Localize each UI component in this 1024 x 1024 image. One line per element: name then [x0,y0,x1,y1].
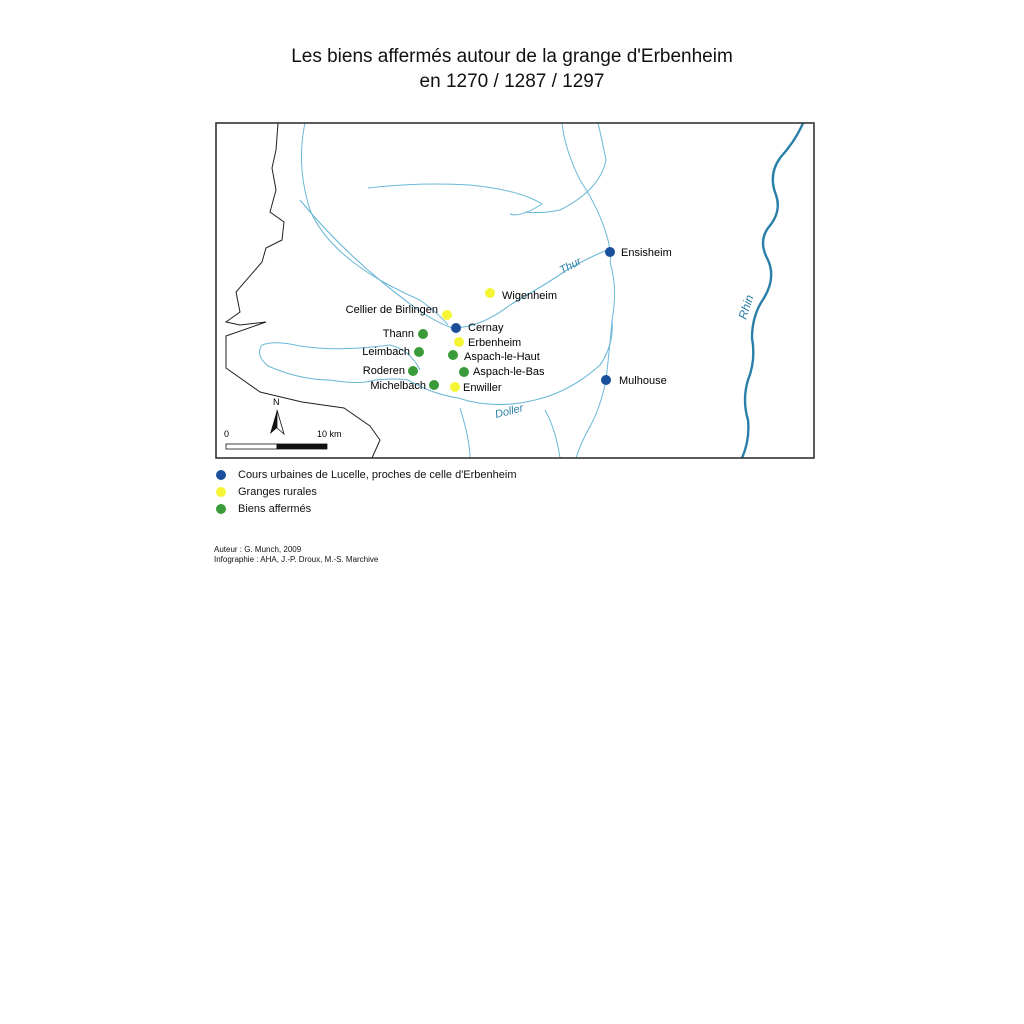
place-cernay [451,322,504,334]
place-marker-thann [418,329,428,339]
legend-label-cours-urbaines: Cours urbaines de Lucelle, proches de celle d'Erbenheim [238,469,517,481]
place-label-mulhouse: Mulhouse [619,375,667,387]
north-label: N [273,397,280,407]
place-erbenheim [454,337,521,349]
map-title-line-2: en 1270 / 1287 / 1297 [419,71,605,92]
place-label-aspach-le-bas: Aspach-le-Bas [473,366,545,378]
legend-item-cours-urbaines [216,467,517,483]
place-label-enwiller: Enwiller [463,382,502,394]
place-aspach-le-bas [459,366,545,378]
place-marker-ensisheim [605,247,615,257]
place-label-aspach-le-haut: Aspach-le-Haut [464,351,540,363]
north-arrow-light-half [277,410,284,434]
legend-label-biens-afferme: Biens affermés [238,503,312,515]
place-marker-roderen [408,366,418,376]
place-marker-erbenheim [454,337,464,347]
place-marker-michelbach [429,380,439,390]
scale-bar-black-segment [277,444,327,449]
place-label-thann: Thann [382,328,414,340]
legend-swatch-cours-urbaines [216,470,226,480]
place-leimbach [362,346,424,358]
place-ensisheim [605,247,672,259]
place-marker-cellier-de-birlingen [442,310,452,320]
river-label-doller: Doller [493,402,525,421]
scale-end-label: 10 km [317,429,342,439]
place-roderen [363,365,418,377]
place-label-cellier-de-birlingen: Cellier de Birlingen [345,304,438,316]
north-arrow-dark-half [270,410,277,434]
map-title-line-1: Les biens affermés autour de la grange d'Erbenheim [291,46,733,67]
river-label-rhin: Rhin [735,293,757,321]
credit-graphics: Infographie : AHA, J.-P. Droux, M.-S. Marchive [214,555,379,564]
boundary-line [226,123,380,458]
place-marker-aspach-le-haut [448,350,458,360]
scale-start-label: 0 [224,429,230,439]
place-label-michelbach: Michelbach [370,380,426,392]
legend-label-granges-rurales: Granges rurales [238,486,317,498]
place-label-ensisheim: Ensisheim [621,247,672,259]
minor-streams [260,123,615,458]
place-marker-aspach-le-bas [459,367,469,377]
place-mulhouse [601,375,667,387]
place-marker-wigenheim [485,288,495,298]
place-label-erbenheim: Erbenheim [468,337,522,349]
legend-item-granges-rurales [216,484,317,500]
place-aspach-le-haut [448,350,540,363]
river-label-thur: Thur [557,255,584,277]
place-marker-mulhouse [601,375,611,385]
place-cellier-de-birlingen [346,304,452,320]
legend-swatch-granges-rurales [216,487,226,497]
place-marker-leimbach [414,347,424,357]
place-thann [383,328,428,340]
credit-author: Auteur : G. Munch, 2009 [214,545,302,554]
place-label-cernay: Cernay [468,322,504,334]
north-arrow [270,397,284,434]
place-label-wigenheim: Wigenheim [502,290,558,302]
place-label-leimbach: Leimbach [362,346,410,358]
legend-swatch-biens-afferme [216,504,226,514]
legend-item-biens-afferme [216,501,311,517]
place-marker-cernay [451,323,461,333]
place-enwiller [450,382,502,394]
place-label-roderen: Roderen [362,365,405,377]
river-rhin [742,123,803,458]
place-wigenheim [485,288,557,302]
place-marker-enwiller [450,382,460,392]
scale-bar-white-segment [226,444,277,449]
